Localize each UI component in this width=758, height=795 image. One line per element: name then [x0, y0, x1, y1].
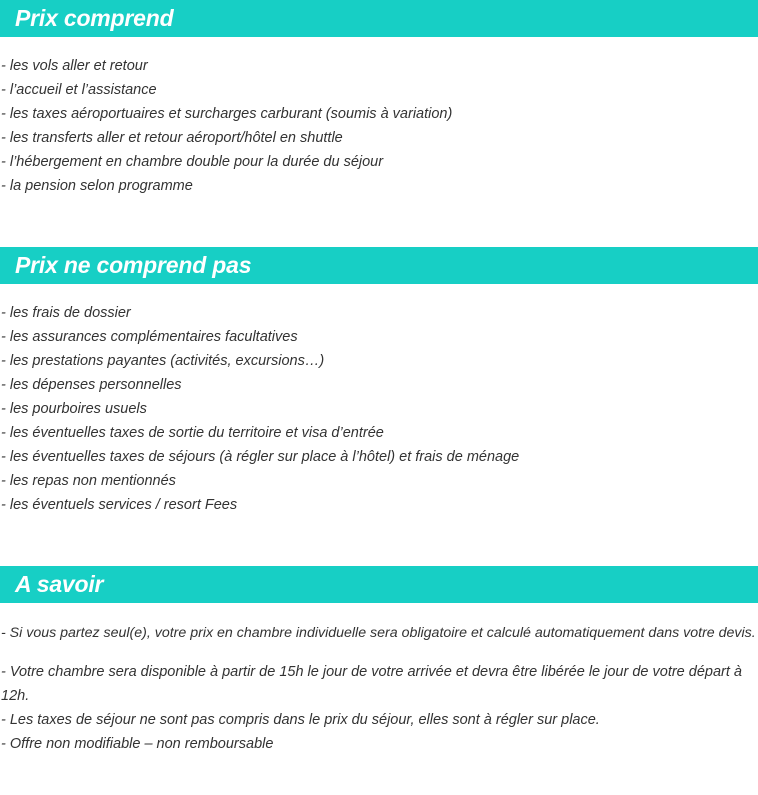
list-item: - l’hébergement en chambre double pour la durée du séjour — [1, 154, 384, 170]
list-item: - les taxes aéroportuaires et surcharges carburant (soumis à variation) — [1, 106, 453, 122]
list-item: - les éventuels services / resort Fees — [1, 497, 238, 513]
section-title: A savoir — [15, 571, 104, 597]
section-header — [0, 0, 758, 37]
list-item: - les transferts aller et retour aéroport/hôtel en shuttle — [1, 130, 343, 146]
section-a-savoir — [0, 566, 758, 756]
list-item: - les éventuelles taxes de séjours (à régler sur place à l’hôtel) et frais de ménage — [1, 449, 520, 465]
list-item: - la pension selon programme — [1, 178, 193, 194]
list-item: - les frais de dossier — [1, 305, 131, 321]
list-item: - Les taxes de séjour ne sont pas compris dans le prix du séjour, elles sont à régler sur place. — [1, 712, 600, 728]
section-prix-ne-comprend-pas — [0, 247, 758, 517]
list-item: - l’accueil et l’assistance — [1, 82, 157, 98]
section-header — [0, 247, 758, 284]
included-list — [0, 54, 758, 198]
list-item: - Si vous partez seul(e), votre prix en chambre individuelle sera obligatoire et calculé automatiquement dans votre devis. — [1, 625, 756, 641]
section-header — [0, 566, 758, 603]
excluded-list — [0, 301, 758, 517]
list-item: - Offre non modifiable – non remboursable — [1, 736, 274, 752]
list-item: - les dépenses personnelles — [1, 377, 182, 393]
list-item: - les vols aller et retour — [1, 58, 148, 74]
list-item: - les assurances complémentaires facultatives — [1, 329, 298, 345]
notes-list — [0, 621, 758, 756]
section-title: Prix ne comprend pas — [15, 252, 252, 278]
section-title: Prix comprend — [15, 5, 174, 31]
list-item: - les repas non mentionnés — [1, 473, 176, 489]
section-prix-comprend — [0, 0, 758, 198]
list-item: - les pourboires usuels — [1, 401, 147, 417]
list-item: - les éventuelles taxes de sortie du territoire et visa d’entrée — [1, 425, 384, 441]
list-item: - les prestations payantes (activités, excursions…) — [1, 353, 325, 369]
list-item: - Votre chambre sera disponible à partir de 15h le jour de votre arrivée et devra être libérée le jour de votre départ à 12h. — [1, 664, 742, 704]
